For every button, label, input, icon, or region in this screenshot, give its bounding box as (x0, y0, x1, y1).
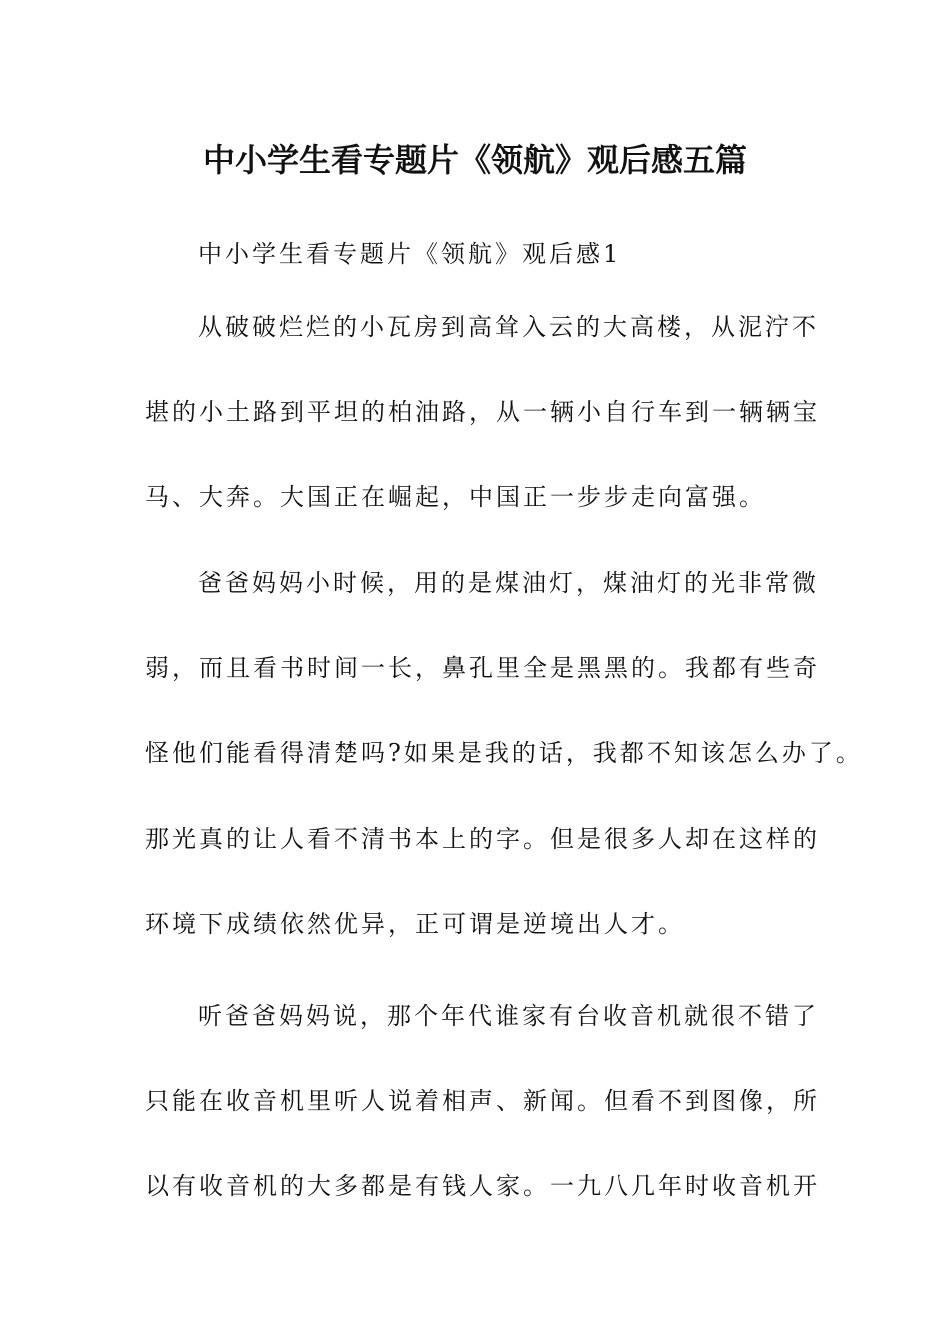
paragraph-line: 从破破烂烂的小瓦房到高耸入云的大高楼，从泥泞不 (198, 313, 819, 341)
paragraph-line: 只能在收音机里听人说着相声、新闻。但看不到图像，所 (145, 1087, 820, 1115)
paragraph-line: 以有收音机的大多都是有钱人家。一九八几年时收音机开 (145, 1172, 820, 1200)
paragraph-line: 环境下成绩依然优异，正可谓是逆境出人才。 (145, 910, 685, 938)
paragraph-line: 马、大奔。大国正在崛起，中国正一步步走向富强。 (145, 483, 766, 511)
paragraph-line: 怪他们能看得清楚吗?如果是我的话，我都不知该怎么办了。 (145, 739, 863, 767)
paragraph-line: 那光真的让人看不清书本上的字。但是很多人却在这样的 (145, 825, 820, 853)
paragraph-line: 听爸爸妈妈说，那个年代谁家有台收音机就很不错了 (198, 1002, 819, 1030)
paragraph-line: 爸爸妈妈小时候，用的是煤油灯，煤油灯的光非常微 (198, 569, 819, 597)
paragraph-line: 弱，而且看书时间一长，鼻孔里全是黑黑的。我都有些奇 (145, 654, 820, 682)
document-title: 中小学生看专题片《领航》观后感五篇 (202, 141, 747, 179)
paragraph-line: 堪的小土路到平坦的柏油路，从一辆小自行车到一辆辆宝 (145, 398, 820, 426)
section-heading: 中小学生看专题片《领航》观后感1 (198, 240, 622, 268)
